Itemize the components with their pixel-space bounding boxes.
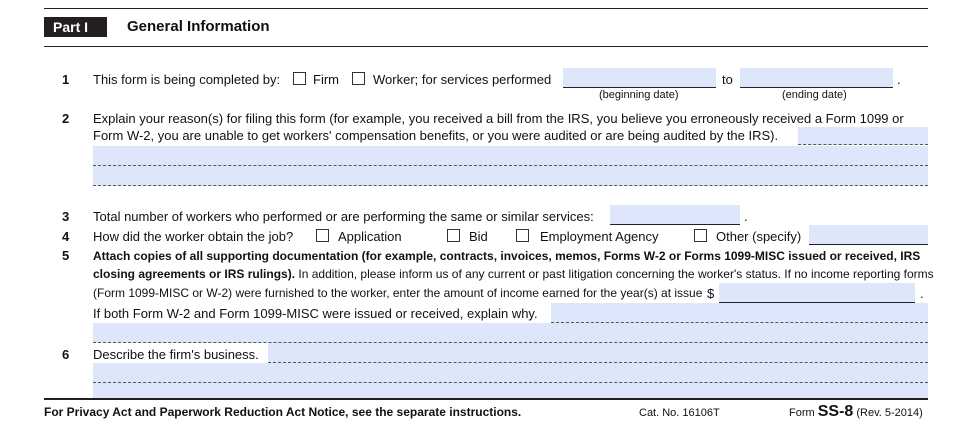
- form-id: [789, 403, 923, 421]
- w2-1099-explain-field-line2[interactable]: [93, 323, 928, 343]
- q5-line2: [93, 267, 934, 281]
- worker-checkbox[interactable]: [352, 72, 365, 85]
- q2-reason-field[interactable]: [798, 127, 928, 145]
- ending-date-caption: (ending date): [782, 89, 847, 101]
- beginning-date-field[interactable]: [563, 68, 716, 88]
- header-rule: [44, 46, 928, 47]
- q5-line4: If both Form W-2 and Form 1099-MISC were issued or received, explain why.: [93, 306, 538, 321]
- top-rule: [44, 8, 928, 9]
- q2-number: 2: [62, 111, 70, 126]
- firm-label: Firm: [313, 72, 339, 87]
- part-title: General Information: [127, 18, 270, 35]
- employment-agency-label: Employment Agency: [540, 229, 659, 244]
- footer-rule: [44, 398, 928, 400]
- q5-line2-bold: closing agreements or IRS rulings).: [93, 267, 296, 281]
- q6-text: Describe the firm's business.: [93, 347, 259, 362]
- q3-text: Total number of workers who performed or are performing the same or similar services:: [93, 209, 594, 224]
- form-prefix: Form: [789, 407, 815, 419]
- worker-label: Worker; for services performed: [373, 72, 552, 87]
- form-revision: (Rev. 5-2014): [856, 407, 923, 419]
- income-amount-field[interactable]: [719, 283, 915, 303]
- form-name: SS-8: [817, 403, 854, 420]
- q2-line2: Form W-2, you are unable to get workers' compensation benefits, or you were audited or are being audited by the IRS).: [93, 128, 779, 143]
- q1-period: .: [897, 72, 901, 87]
- business-description-field-line2[interactable]: [93, 363, 928, 383]
- catalog-number: Cat. No. 16106T: [639, 407, 720, 419]
- q5-number: 5: [62, 248, 70, 263]
- other-label: Other (specify): [716, 229, 802, 244]
- employment-agency-checkbox[interactable]: [516, 229, 529, 242]
- part-label: Part I: [44, 17, 107, 37]
- application-label: Application: [338, 229, 402, 244]
- q5-line1: Attach copies of all supporting documentation (for example, contracts, invoices, memos, Forms W-2 or Forms 1099-MISC issued or received, IRS: [93, 249, 921, 263]
- q3-period: .: [744, 209, 748, 224]
- ending-date-field[interactable]: [740, 68, 893, 88]
- q2-line1: Explain your reason(s) for filing this form (for example, you received a bill from the IRS, you believe you erroneously received a Form 1099 or: [93, 111, 904, 126]
- bid-label: Bid: [469, 229, 488, 244]
- dollar-sign: $: [707, 286, 715, 301]
- q5-period: .: [920, 286, 924, 301]
- q2-reason-field-line3[interactable]: [93, 166, 928, 186]
- other-specify-field[interactable]: [809, 225, 928, 245]
- other-checkbox[interactable]: [694, 229, 707, 242]
- q1-number: 1: [62, 72, 70, 87]
- application-checkbox[interactable]: [316, 229, 329, 242]
- q4-text: How did the worker obtain the job?: [93, 229, 294, 244]
- privacy-notice: For Privacy Act and Paperwork Reduction Act Notice, see the separate instructions.: [44, 405, 522, 419]
- q4-number: 4: [62, 229, 70, 244]
- business-description-field-line3[interactable]: [93, 383, 928, 398]
- firm-checkbox[interactable]: [293, 72, 306, 85]
- q3-number: 3: [62, 209, 70, 224]
- q5-line2-rest: In addition, please inform us of any current or past litigation concerning the worker's status. If no income reporting forms: [295, 267, 934, 281]
- beginning-date-caption: (beginning date): [599, 89, 679, 101]
- bid-checkbox[interactable]: [447, 229, 460, 242]
- q2-reason-field-line2[interactable]: [93, 146, 928, 166]
- business-description-field[interactable]: [268, 343, 928, 363]
- w2-1099-explain-field[interactable]: [551, 303, 928, 323]
- q1-text: This form is being completed by:: [93, 72, 281, 87]
- q5-line3: (Form 1099-MISC or W-2) were furnished to the worker, enter the amount of income earned for the year(s) at issue: [93, 286, 703, 300]
- worker-count-field[interactable]: [610, 205, 740, 225]
- to-label: to: [722, 72, 733, 87]
- q6-number: 6: [62, 347, 70, 362]
